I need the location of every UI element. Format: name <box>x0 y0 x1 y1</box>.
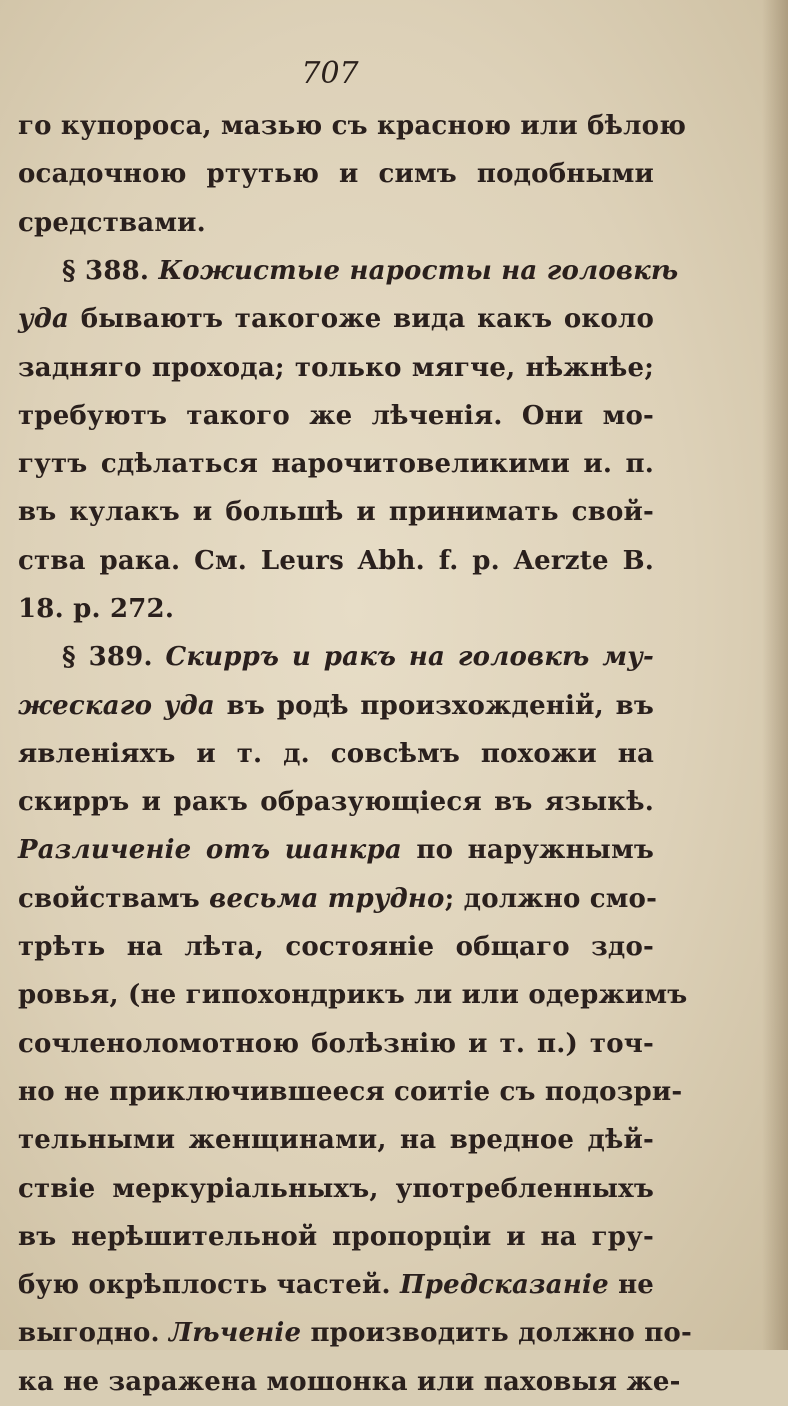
text-run: свойствамъ <box>18 884 210 914</box>
text-line <box>18 488 654 536</box>
text-run: въ родѣ произхожденій, въ <box>214 691 654 721</box>
text-run: гутъ сдѣлаться нарочитовеликими и. п. <box>18 449 654 479</box>
text-run: скирръ и ракъ образующіеся въ языкѣ. <box>18 787 654 817</box>
text-run: осадочною ртутью и симъ подобными <box>18 159 654 189</box>
text-run: производить должно по- <box>301 1318 692 1348</box>
text-line <box>18 392 654 440</box>
text-run: но не приключившееся соитіе съ подозри- <box>18 1077 683 1107</box>
text-line <box>18 537 654 585</box>
text-line <box>18 440 654 488</box>
text-line <box>18 295 654 343</box>
text-line <box>18 1165 654 1213</box>
text-run: по наружнымъ <box>401 835 655 865</box>
text-run: бываютъ такогоже вида какъ около <box>69 304 654 334</box>
text-run: бую окрѣплость частей. <box>18 1270 400 1300</box>
text-run: не <box>608 1270 655 1300</box>
text-run: ства рака. См. Leurs Abh. f. p. Aerzte B. <box>18 546 654 576</box>
text-run: выгодно. <box>18 1318 170 1348</box>
italic-text-run: Лѣченіе <box>169 1318 302 1348</box>
text-line <box>18 682 654 730</box>
text-run: ; должно смо- <box>444 884 658 914</box>
text-run: требуютъ такого же лѣченія. Они мо- <box>18 401 654 431</box>
italic-text-run: Кожистые наросты на головкѣ <box>158 256 679 286</box>
text-run: тельными женщинами, на вредное дѣй- <box>18 1125 654 1155</box>
italic-text-run: Скирръ и ракъ на головкѣ му- <box>165 642 654 672</box>
italic-text-run: Различеніе отъ шанкра <box>18 835 402 865</box>
text-run: § 388. <box>62 256 159 286</box>
text-run: сочленоломотною болѣзнію и т. п.) точ- <box>18 1029 654 1059</box>
text-run: средствами. <box>18 208 206 238</box>
text-line <box>18 826 654 874</box>
text-run: въ кулакъ и большѣ и принимать свой- <box>18 497 654 527</box>
italic-text-run: Предсказаніе <box>399 1270 609 1300</box>
italic-text-run: уда <box>18 304 70 334</box>
text-line <box>18 1116 654 1164</box>
page-spine-shadow <box>762 0 788 1350</box>
text-line <box>18 102 687 150</box>
text-run: задняго прохода; только мягче, нѣжнѣе; <box>18 353 654 383</box>
text-run: § 389. <box>62 642 166 672</box>
text-line <box>18 971 688 1019</box>
text-line <box>18 1213 654 1261</box>
text-line <box>18 923 654 971</box>
text-run: 18. p. 272. <box>18 594 175 624</box>
text-line <box>18 1309 692 1357</box>
text-line <box>18 778 654 826</box>
text-line <box>18 585 654 633</box>
text-run: го купороса, мазью съ красною или бѣлою <box>18 111 687 141</box>
text-line <box>18 1068 683 1116</box>
text-line <box>18 730 654 778</box>
text-line <box>18 1020 654 1068</box>
text-run: въ нерѣшительной пропорціи и на гру- <box>18 1222 654 1252</box>
text-line <box>18 199 654 247</box>
text-run: явленіяхъ и т. д. совсѣмъ похожи на <box>18 739 654 769</box>
text-line <box>18 1358 681 1406</box>
italic-text-run: жескаго уда <box>18 691 215 721</box>
text-line <box>62 247 679 295</box>
text-run: ровья, (не гипохондрикъ ли или одержимъ <box>18 980 688 1010</box>
text-run: ствіе меркуріальныхъ, употребленныхъ <box>18 1174 654 1204</box>
text-run: ка не заражена мошонка или паховыя же- <box>18 1367 681 1397</box>
text-run: трѣть на лѣта, состояніе общаго здо- <box>18 932 654 962</box>
text-line <box>18 344 654 392</box>
page-number: 707 <box>301 56 359 91</box>
text-line <box>18 150 654 198</box>
text-line <box>18 875 658 923</box>
text-line <box>62 633 654 681</box>
text-line <box>18 1261 654 1309</box>
italic-text-run: весьма трудно <box>209 884 445 914</box>
